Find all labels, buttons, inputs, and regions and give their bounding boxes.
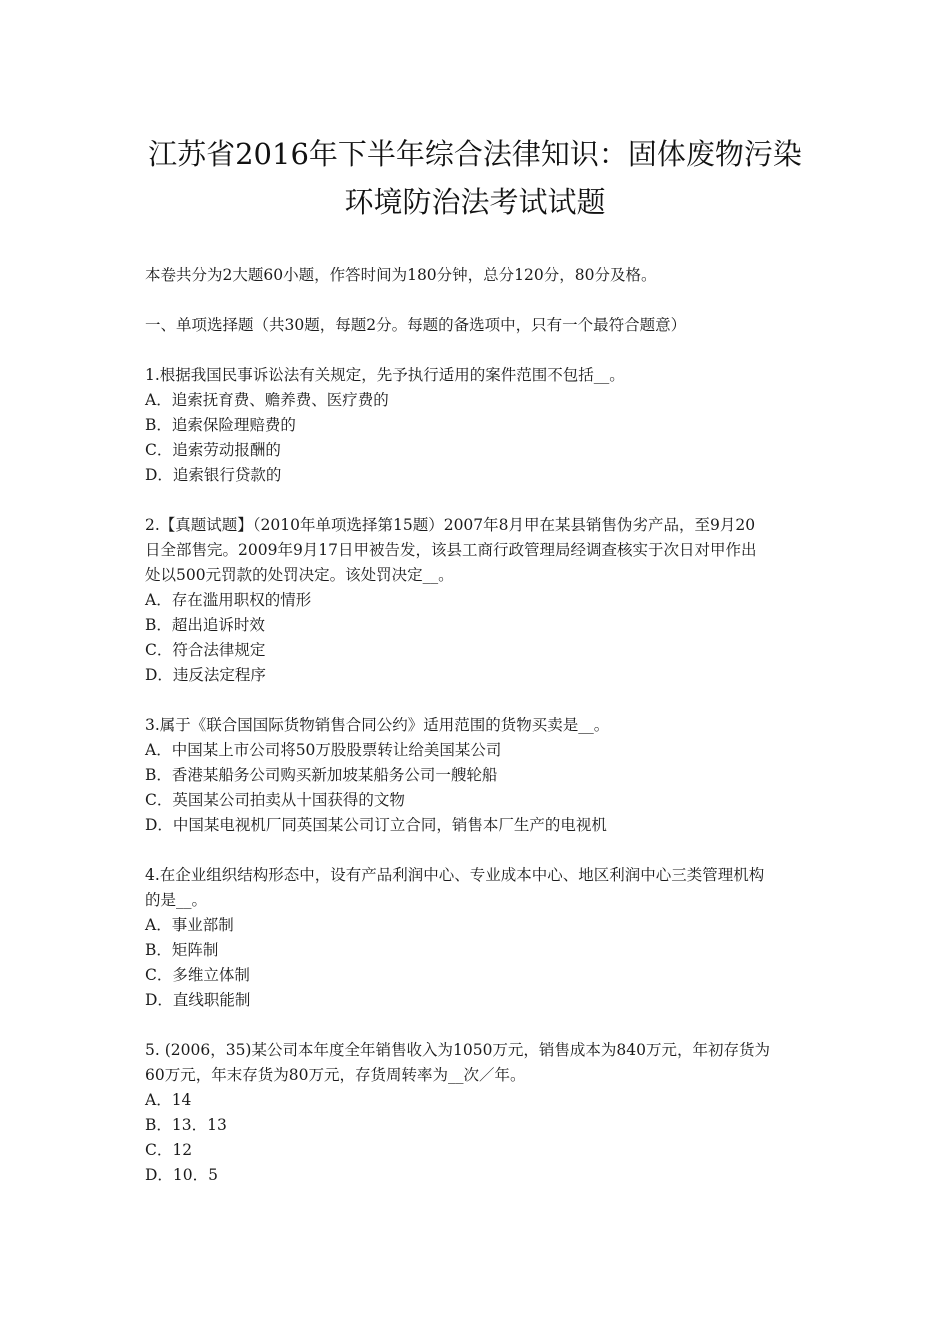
option-b: B．追索保险理赔费的 <box>145 416 296 434</box>
question-stem: 日全部售完。2009年9月17日甲被告发，该县工商行政管理局经调查核实于次日对甲作出 <box>145 541 757 559</box>
intro-text: 本卷共分为2大题60小题，作答时间为180分钟，总分120分，80分及格。 <box>145 266 657 284</box>
document-body <box>145 263 815 1188</box>
question-stem: 2.【真题试题】（2010年单项选择第15题）2007年8月甲在某县销售伪劣产品，至9月20 <box>145 516 756 534</box>
question-stem: 4.在企业组织结构形态中，设有产品利润中心、专业成本中心、地区利润中心三类管理机构 <box>145 866 765 884</box>
question-stem: 5. (2006，35)某公司本年度全年销售收入为1050万元，销售成本为840万元，年初存货为 <box>145 1041 771 1059</box>
option-a: A．存在滥用职权的情形 <box>145 591 312 609</box>
option-b: B．13．13 <box>145 1116 227 1134</box>
option-a: A．14 <box>145 1091 192 1109</box>
option-c: C．追索劳动报酬的 <box>145 441 281 459</box>
question-stem: 60万元，年末存货为80万元，存货周转率为__次／年。 <box>145 1066 526 1084</box>
option-b: B．超出追诉时效 <box>145 616 265 634</box>
option-d: D．追索银行贷款的 <box>145 466 282 484</box>
option-c: C．多维立体制 <box>145 966 250 984</box>
section-heading: 一、单项选择题（共30题，每题2分。每题的备选项中，只有一个最符合题意） <box>145 316 687 334</box>
question-stem: 的是__。 <box>145 891 208 909</box>
question-3 <box>145 713 815 838</box>
option-b: B．香港某船务公司购买新加坡某船务公司一艘轮船 <box>145 766 498 784</box>
question-stem: 1.根据我国民事诉讼法有关规定，先予执行适用的案件范围不包括__。 <box>145 366 625 384</box>
option-a: A．中国某上市公司将50万股股票转让给美国某公司 <box>145 741 502 759</box>
option-d: D．10．5 <box>145 1166 219 1184</box>
option-a: A．追索抚育费、赡养费、医疗费的 <box>145 391 389 409</box>
option-d: D．中国某电视机厂同英国某公司订立合同，销售本厂生产的电视机 <box>145 816 607 834</box>
question-stem: 3.属于《联合国国际货物销售合同公约》适用范围的货物买卖是__。 <box>145 716 610 734</box>
question-stem: 处以500元罚款的处罚决定。该处罚决定__。 <box>145 566 454 584</box>
option-c: C．英国某公司拍卖从十国获得的文物 <box>145 791 405 809</box>
question-5 <box>145 1038 815 1188</box>
option-a: A．事业部制 <box>145 916 234 934</box>
option-d: D．违反法定程序 <box>145 666 266 684</box>
option-b: B．矩阵制 <box>145 941 219 959</box>
option-d: D．直线职能制 <box>145 991 251 1009</box>
question-4 <box>145 863 815 1013</box>
document-title <box>120 130 830 226</box>
question-1 <box>145 363 815 488</box>
title-line-2: 环境防治法考试试题 <box>344 185 606 219</box>
title-line-1: 江苏省2016年下半年综合法律知识：固体废物污染 <box>148 137 802 171</box>
option-c: C．12 <box>145 1141 193 1159</box>
question-2 <box>145 513 815 688</box>
option-c: C．符合法律规定 <box>145 641 266 659</box>
